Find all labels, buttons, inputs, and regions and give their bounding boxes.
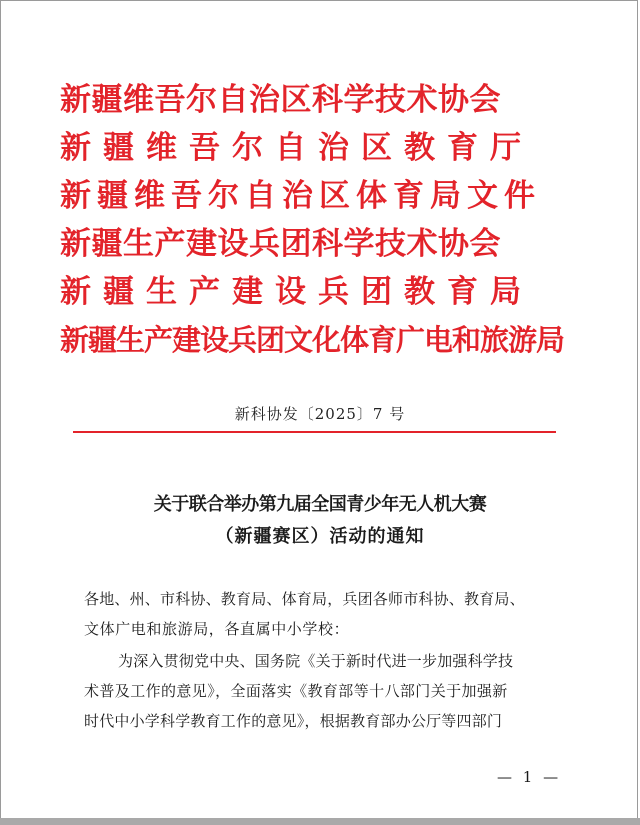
document-title: 关于联合举办第九届全国青少年无人机大赛 <box>153 494 487 515</box>
issuer-header <box>60 76 600 364</box>
issuer-line: 新疆生产建设兵团教育局 <box>60 274 533 310</box>
paragraph-line: 术普及工作的意见》，全面落实《教育部等十八部门关于加强新 <box>84 682 508 700</box>
document-title-line2: （新疆赛区）活动的通知 <box>215 526 425 547</box>
issuer-line: 新疆维吾尔自治区体育局文件 <box>60 178 541 214</box>
salutation-line: 各地、州、市科协、教育局、体育局，兵团各师市科协、教育局、 <box>84 590 525 608</box>
issuer-line: 新疆生产建设兵团科学技术协会 <box>60 226 501 262</box>
paragraph-line: 时代中小学科学教育工作的意见》，根据教育部办公厅等四部门 <box>84 712 503 730</box>
document-number: 新科协发〔2025〕7 号 <box>234 405 406 423</box>
issuer-line: 新疆维吾尔自治区教育厅 <box>60 130 533 166</box>
page-bottom-edge <box>0 818 640 825</box>
issuer-line: 新疆维吾尔自治区科学技术协会 <box>60 82 501 118</box>
red-divider <box>73 431 556 433</box>
issuer-line: 新疆生产建设兵团文化体育广电和旅游局 <box>60 323 565 357</box>
salutation-line: 文体广电和旅游局，各直属中小学校： <box>84 620 350 638</box>
page-number: — 1 — <box>497 768 562 786</box>
paragraph-line: 为深入贯彻党中央、国务院《关于新时代进一步加强科学技 <box>118 652 514 670</box>
